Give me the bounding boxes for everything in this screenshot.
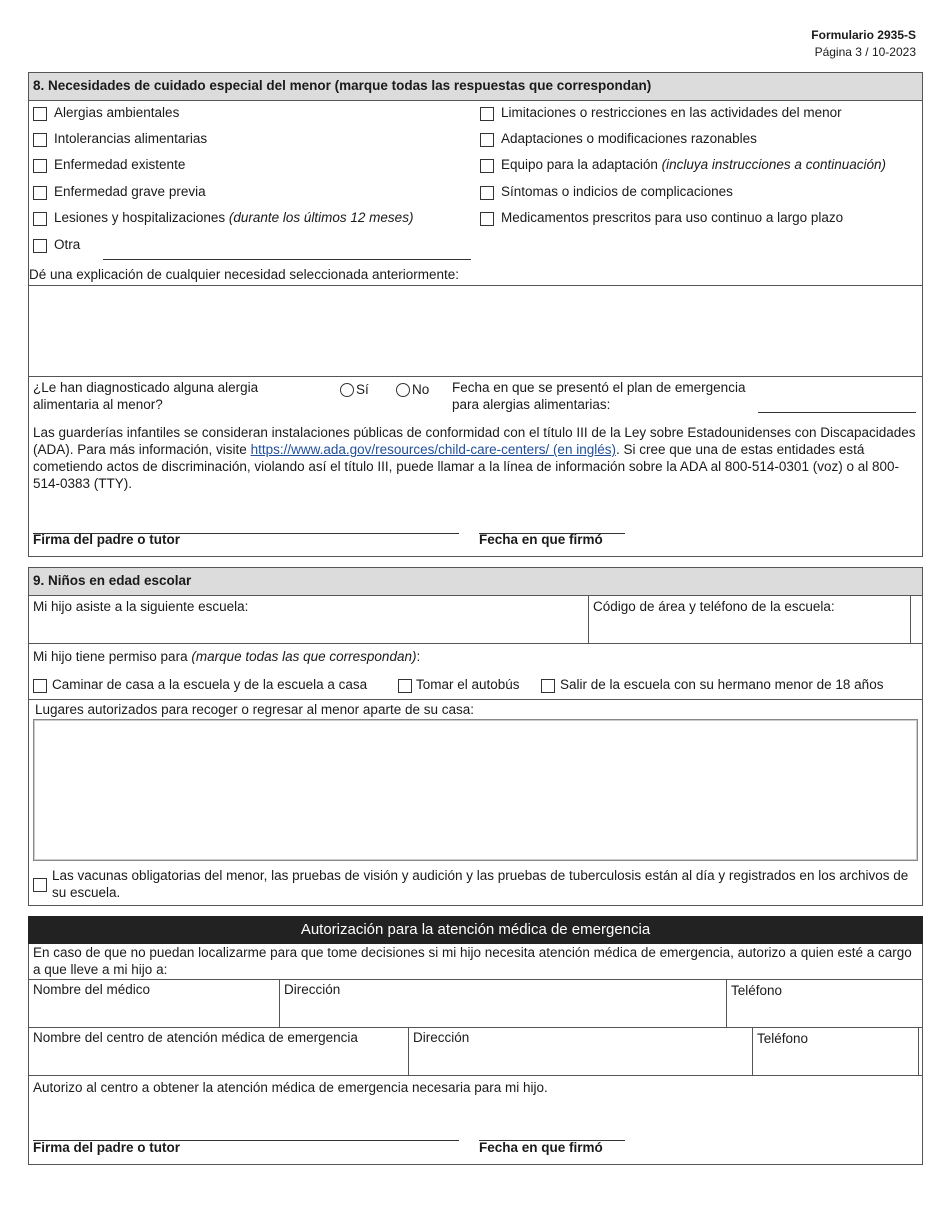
page-info: Página 3 / 10-2023 bbox=[814, 45, 916, 59]
label-allergy-no: No bbox=[412, 382, 430, 397]
date-label-8: Fecha en que firmó bbox=[479, 532, 603, 547]
authorize-text: Autorizo al centro a obtener la atención médica de emergencia necesaria para mi hijo. bbox=[33, 1080, 548, 1095]
label-leave-with-sibling: Salir de la escuela con su hermano menor de 18 años bbox=[560, 677, 884, 692]
checkbox-complication-symptoms[interactable] bbox=[480, 186, 494, 200]
explain-textarea[interactable] bbox=[29, 286, 922, 376]
allergy-question: ¿Le han diagnosticado alguna alergia alimentaria al menor? bbox=[33, 380, 259, 412]
label-reasonable-accommodations: Adaptaciones o modificaciones razonables bbox=[501, 131, 757, 146]
vaccines-label: Las vacunas obligatorias del menor, las pruebas de visión y audición y las pruebas de tuberculosis están al día y registrados en los archivos de su escuela. bbox=[52, 868, 909, 900]
checkbox-adaptive-equipment[interactable] bbox=[480, 159, 494, 173]
label-environmental-allergies: Alergias ambientales bbox=[54, 105, 180, 120]
permission-label-colon: : bbox=[416, 649, 421, 664]
adaptive-equipment-text: Equipo para la adaptación bbox=[501, 157, 662, 172]
radio-allergy-no[interactable] bbox=[396, 383, 410, 397]
doctor-address-input[interactable] bbox=[280, 999, 725, 1026]
checkbox-vaccines-up-to-date[interactable] bbox=[33, 878, 47, 892]
doctor-phone-input[interactable] bbox=[727, 999, 922, 1026]
emergency-title: Autorización para la atención médica de emergencia bbox=[28, 916, 923, 944]
doctor-address-label: Dirección bbox=[284, 982, 341, 997]
emergency-plan-date-line[interactable] bbox=[758, 412, 916, 413]
ada-link[interactable]: https://www.ada.gov/resources/child-care-centers/ (en inglés) bbox=[250, 442, 616, 457]
checkbox-take-bus[interactable] bbox=[398, 679, 412, 693]
doctor-name-input[interactable] bbox=[29, 999, 278, 1026]
label-adaptive-equipment bbox=[501, 157, 886, 173]
label-activity-limitations: Limitaciones o restricciones en las actividades del menor bbox=[501, 105, 842, 120]
center-name-label: Nombre del centro de atención médica de emergencia bbox=[33, 1030, 358, 1045]
label-existing-illness: Enfermedad existente bbox=[54, 157, 186, 172]
permission-label-note: (marque todas las que correspondan) bbox=[191, 649, 417, 664]
label-other: Otra bbox=[54, 237, 81, 252]
checkbox-walk-to-school[interactable] bbox=[33, 679, 47, 693]
doctor-name-label: Nombre del médico bbox=[33, 982, 151, 997]
signature-label-emergency: Firma del padre o tutor bbox=[33, 1140, 181, 1155]
other-input-line[interactable] bbox=[103, 259, 471, 260]
label-take-bus: Tomar el autobús bbox=[416, 677, 520, 692]
checkbox-leave-with-sibling[interactable] bbox=[541, 679, 555, 693]
checkbox-injuries-hospitalizations[interactable] bbox=[33, 212, 47, 226]
school-label: Mi hijo asiste a la siguiente escuela: bbox=[33, 599, 249, 614]
ada-text-before: Las guarderías infantiles se consideran instalaciones públicas de conformidad con el título III de la Ley sobre Estadounidenses con Discapacidades (ADA). Para más información, visite bbox=[33, 425, 916, 457]
form-number: Formulario 2935-S bbox=[811, 28, 916, 42]
checkbox-activity-limitations[interactable] bbox=[480, 107, 494, 121]
date-label-emergency: Fecha en que firmó bbox=[479, 1140, 603, 1155]
center-address-input[interactable] bbox=[409, 1047, 751, 1074]
label-allergy-yes: Sí bbox=[356, 382, 369, 397]
section-8-title: 8. Necesidades de cuidado especial del menor (marque todas las respuestas que correspondan) bbox=[33, 78, 652, 93]
checkbox-existing-illness[interactable] bbox=[33, 159, 47, 173]
signature-label-8: Firma del padre o tutor bbox=[33, 532, 181, 547]
label-previous-serious-illness: Enfermedad grave previa bbox=[54, 184, 206, 199]
center-phone-label: Teléfono bbox=[757, 1031, 809, 1046]
label-food-intolerances: Intolerancias alimentarias bbox=[54, 131, 208, 146]
emergency-intro: En caso de que no puedan localizarme para que tome decisiones si mi hijo necesita atención médica de emergencia, autorizo a quien esté a cargo a que lleve a mi hijo a: bbox=[33, 945, 912, 977]
checkbox-other[interactable] bbox=[33, 239, 47, 253]
emergency-plan-label: Fecha en que se presentó el plan de emergencia para alergias alimentarias: bbox=[452, 380, 746, 412]
school-phone-input[interactable] bbox=[589, 616, 910, 642]
doctor-phone-label: Teléfono bbox=[731, 983, 783, 998]
checkbox-food-intolerances[interactable] bbox=[33, 133, 47, 147]
checkbox-environmental-allergies[interactable] bbox=[33, 107, 47, 121]
label-long-term-medications: Medicamentos prescritos para uso continuo a largo plazo bbox=[501, 210, 844, 225]
school-phone-label: Código de área y teléfono de la escuela: bbox=[593, 599, 835, 614]
center-name-input[interactable] bbox=[29, 1047, 407, 1074]
label-injuries-hospitalizations bbox=[54, 210, 413, 226]
center-address-label: Dirección bbox=[413, 1030, 470, 1045]
ada-paragraph bbox=[33, 424, 918, 492]
places-label: Lugares autorizados para recoger o regresar al menor aparte de su casa: bbox=[35, 702, 475, 717]
permission-label bbox=[33, 649, 420, 665]
injuries-label-note: (durante los últimos 12 meses) bbox=[228, 210, 414, 225]
label-walk-to-school: Caminar de casa a la escuela y de la escuela a casa bbox=[52, 677, 368, 692]
checkbox-previous-serious-illness[interactable] bbox=[33, 186, 47, 200]
permission-label-text: Mi hijo tiene permiso para bbox=[33, 649, 192, 664]
checkbox-reasonable-accommodations[interactable] bbox=[480, 133, 494, 147]
center-phone-input[interactable] bbox=[753, 1047, 917, 1074]
radio-allergy-yes[interactable] bbox=[340, 383, 354, 397]
ada-text-after: . Si cree que una de estas entidades está cometiendo actos de discriminación, violando así el título III, puede llamar a la línea de información sobre la ADA al 800-514-0301 (voz) o al 800-514-0383 (TTY). bbox=[33, 442, 899, 491]
school-input[interactable] bbox=[29, 616, 588, 642]
label-complication-symptoms: Síntomas o indicios de complicaciones bbox=[501, 184, 733, 199]
section-9-title: 9. Niños en edad escolar bbox=[33, 573, 192, 588]
checkbox-long-term-medications[interactable] bbox=[480, 212, 494, 226]
places-textarea[interactable] bbox=[33, 719, 918, 861]
adaptive-equipment-note: (incluya instrucciones a continuación) bbox=[661, 157, 886, 172]
explain-label: Dé una explicación de cualquier necesidad seleccionada anteriormente: bbox=[29, 267, 460, 282]
injuries-label-text: Lesiones y hospitalizaciones bbox=[54, 210, 229, 225]
